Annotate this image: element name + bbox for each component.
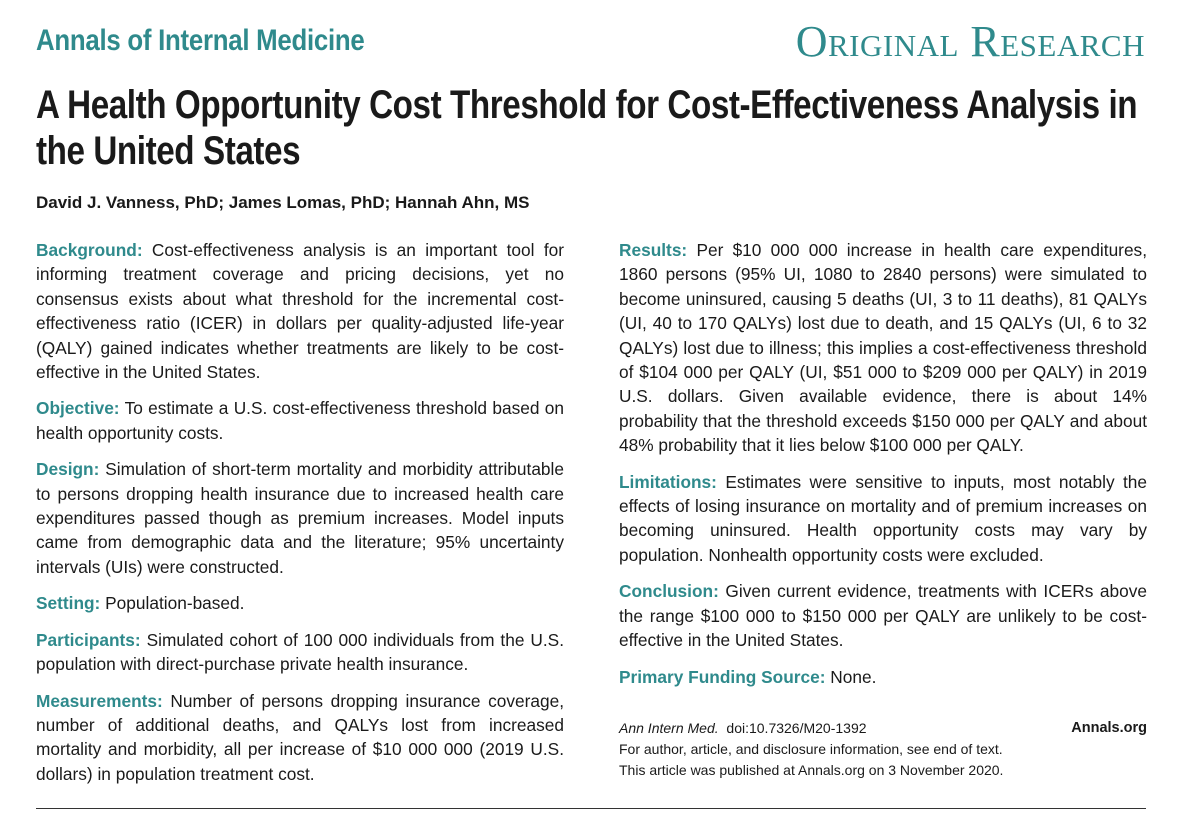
funding-text: None. bbox=[830, 666, 877, 687]
limitations-label: Limitations: bbox=[619, 471, 717, 492]
journal-name: Annals of Internal Medicine bbox=[36, 24, 365, 57]
setting-label: Setting: bbox=[36, 593, 101, 614]
background-text: Cost-effectiveness analysis is an important tool for informing treatment coverage and pricing decisions, yet no consensus exists about what threshold for the incremental cost-effectiveness ratio (ICER) in dollars per quality-adjusted life-year (QALY) gained indicates whether treatments are likely to be cost-effective in the United States. bbox=[36, 240, 564, 383]
abstract-setting bbox=[36, 591, 564, 615]
conclusion-text: Given current evidence, treatments with ICERs above the range $100 000 to $150 000 per QALY are unlikely to be cost-effective in the United States. bbox=[619, 581, 1147, 651]
participants-label: Participants: bbox=[36, 629, 141, 650]
abstract-right-column bbox=[619, 238, 1147, 701]
abstract-funding bbox=[619, 665, 1147, 689]
participants-text: Simulated cohort of 100 000 individuals from the U.S. population with direct-purchase private health insurance. bbox=[36, 629, 564, 675]
author-list: David J. Vanness, PhD; James Lomas, PhD; Hannah Ahn, MS bbox=[36, 193, 530, 212]
design-text: Simulation of short-term mortality and morbidity attributable to persons dropping health insurance due to increased health care expenditures passed though as premium increases. Model inputs came from demographic data and the literature; 95% uncertainty intervals (UIs) were constructed. bbox=[36, 459, 564, 577]
annals-site-link[interactable]: Annals.org bbox=[1071, 720, 1147, 736]
citation-ref bbox=[619, 718, 867, 739]
background-label: Background: bbox=[36, 240, 143, 260]
measurements-label: Measurements: bbox=[36, 690, 163, 711]
abstract-measurements bbox=[36, 689, 564, 787]
abstract-participants bbox=[36, 628, 564, 677]
article-title: A Health Opportunity Cost Threshold for Cost-Effectiveness Analysis in the United States bbox=[36, 83, 1138, 173]
design-label: Design: bbox=[36, 459, 100, 480]
bottom-divider bbox=[36, 808, 1146, 809]
results-text: Per $10 000 000 increase in health care expenditures, 1860 persons (95% UI, 1080 to 2840 persons) were simulated to become uninsured, causing 5 deaths (UI, 3 to 11 deaths), 81 QALYs (UI, 40 to 170 QALYs) lost due to death, and 15 QALYs (UI, 6 to 32 QALYs) lost due to illness; this implies a cost-effectiveness threshold of $104 000 per QALY (UI, $51 000 to $209 000 per QALY) in 2019 U.S. dollars. Given available evidence, there is about 14% probability that the threshold exceeds $150 000 per QALY and about 48% probability that it lies below $100 000 per QALY. bbox=[619, 240, 1147, 456]
published-line: This article was published at Annals.org on 3 November 2020. bbox=[619, 762, 1004, 778]
objective-label: Objective: bbox=[36, 398, 120, 419]
abstract-objective bbox=[36, 396, 564, 445]
citation-row bbox=[619, 718, 1147, 739]
objective-text: To estimate a U.S. cost-effectiveness threshold based on health opportunity costs. bbox=[36, 398, 564, 443]
section-label: Original Research bbox=[795, 17, 1145, 66]
funding-label: Primary Funding Source: bbox=[619, 666, 826, 687]
abstract-design bbox=[36, 457, 564, 579]
citation-block bbox=[619, 718, 1147, 781]
results-label: Results: bbox=[619, 240, 688, 260]
abstract-results bbox=[619, 238, 1147, 458]
doi-link[interactable]: doi:10.7326/M20-1392 bbox=[726, 720, 867, 736]
author-info-line: For author, article, and disclosure information, see end of text. bbox=[619, 741, 1003, 757]
abstract-background bbox=[36, 238, 564, 384]
conclusion-label: Conclusion: bbox=[619, 581, 719, 602]
abstract-conclusion bbox=[619, 579, 1147, 652]
abstract-limitations bbox=[619, 470, 1147, 568]
setting-text: Population-based. bbox=[105, 593, 245, 614]
journal-abbreviation: Ann Intern Med. bbox=[619, 720, 719, 736]
abstract-left-column bbox=[36, 238, 564, 798]
measurements-text: Number of persons dropping insurance coverage, number of additional deaths, and QALYs lost from increased mortality and morbidity, all per increase of $10 000 000 (2019 U.S. dollars) in population treatment cost. bbox=[36, 690, 564, 784]
limitations-text: Estimates were sensitive to inputs, most notably the effects of losing insurance on mortality and of premium increases on becoming uninsured. Health opportunity costs may vary by population. Nonhealth opportunity costs were excluded. bbox=[619, 471, 1147, 565]
